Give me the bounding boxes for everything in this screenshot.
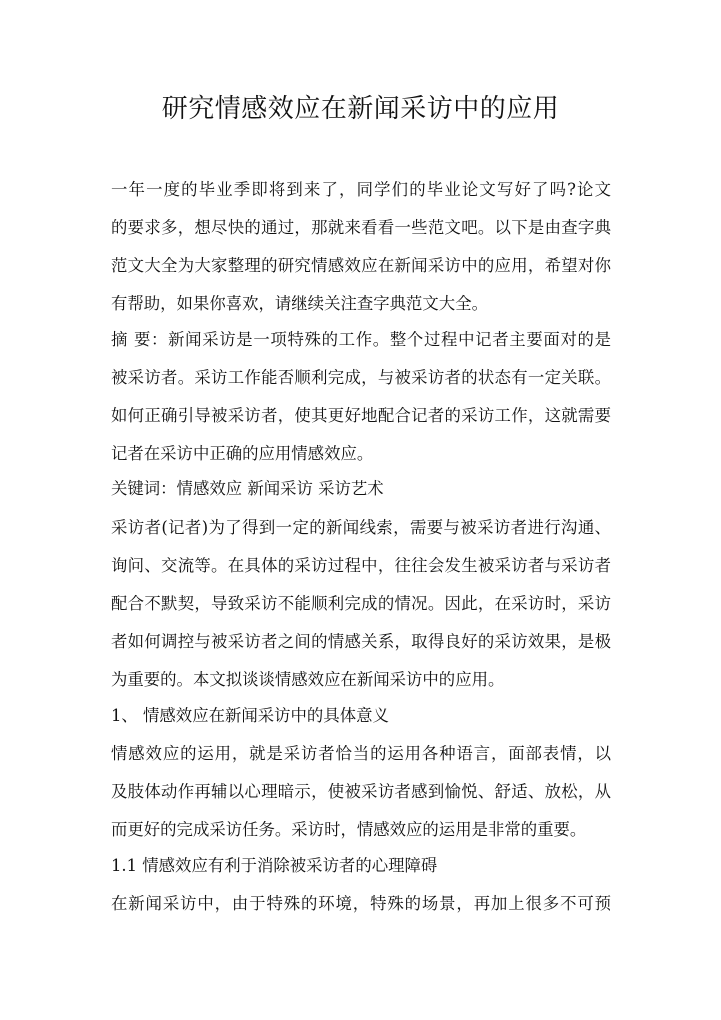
document-title: 研究情感效应在新闻采访中的应用	[161, 94, 560, 124]
text-line: 配合不默契，导致采访不能顺利完成的情况。因此，在采访时，采访	[111, 594, 611, 613]
text-line: 及肢体动作再辅以心理暗示，使被采访者感到愉悦、舒适、放松，从	[111, 782, 611, 801]
text-line: 采访者(记者)为了得到一定的新闻线索，需要与被采访者进行沟通、	[111, 518, 611, 537]
text-line: 1、 情感效应在新闻采访中的具体意义	[111, 706, 389, 725]
text-line: 而更好的完成采访任务。采访时，情感效应的运用是非常的重要。	[111, 820, 587, 839]
text-line: 询问、交流等。在具体的采访过程中，往往会发生被采访者与采访者	[111, 556, 611, 575]
text-line: 的要求多，想尽快的通过，那就来看看一些范文吧。以下是由查字典	[111, 218, 611, 237]
text-line: 1.1 情感效应有利于消除被采访者的心理障碍	[111, 856, 438, 875]
text-line: 记者在采访中正确的应用情感效应。	[111, 444, 374, 463]
text-line: 情感效应的运用，就是采访者恰当的运用各种语言，面部表情，以	[111, 744, 611, 763]
text-line: 摘 要：新闻采访是一项特殊的工作。整个过程中记者主要面对的是	[111, 330, 611, 349]
text-line: 如何正确引导被采访者，使其更好地配合记者的采访工作，这就需要	[111, 406, 611, 425]
text-line: 关键词：情感效应 新闻采访 采访艺术	[111, 479, 384, 498]
text-line: 范文大全为大家整理的研究情感效应在新闻采访中的应用，希望对你	[111, 256, 611, 275]
text-line: 有帮助，如果你喜欢，请继续关注查字典范文大全。	[111, 294, 488, 313]
text-line: 一年一度的毕业季即将到来了，同学们的毕业论文写好了吗?论文	[111, 180, 611, 199]
text-line: 被采访者。采访工作能否顺利完成，与被采访者的状态有一定关联。	[111, 368, 611, 387]
text-line: 者如何调控与被采访者之间的情感关系，取得良好的采访效果，是极	[111, 632, 611, 651]
text-line: 在新闻采访中，由于特殊的环境，特殊的场景，再加上很多不可预	[111, 894, 611, 913]
text-line: 为重要的。本文拟谈谈情感效应在新闻采访中的应用。	[111, 670, 505, 689]
